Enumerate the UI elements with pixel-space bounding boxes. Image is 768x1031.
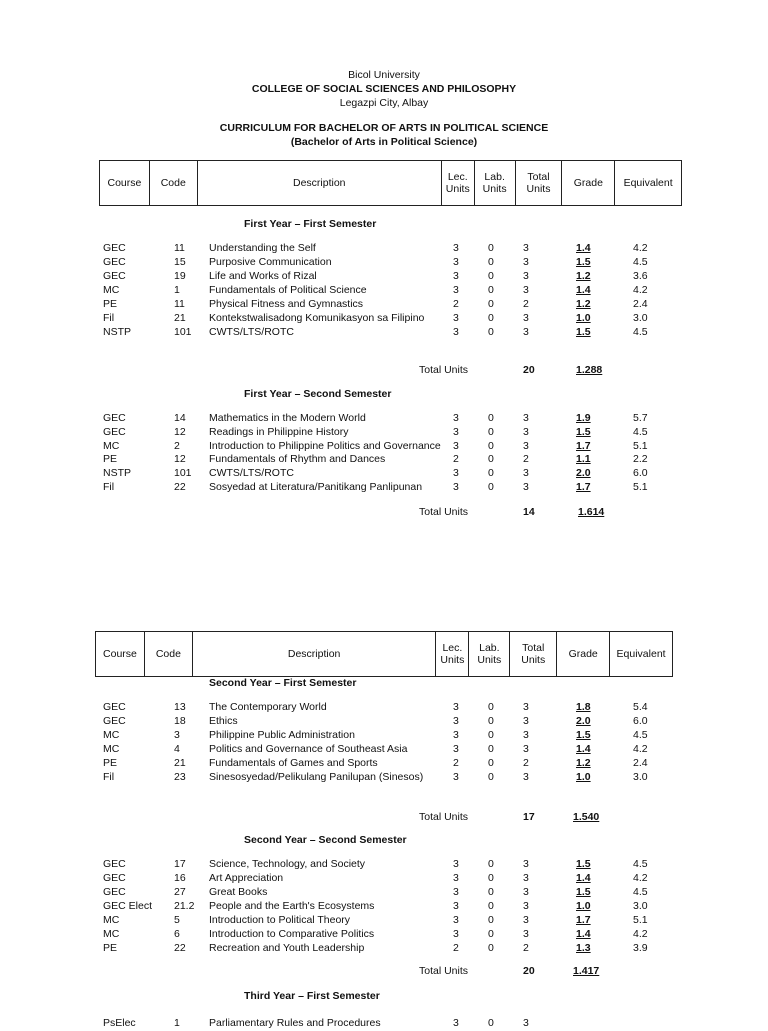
cell-lab-units: 0: [488, 914, 494, 926]
cell-total-units: 3: [523, 729, 529, 741]
cell-lec-units: 3: [453, 715, 459, 727]
cell-course: Fil: [103, 481, 115, 493]
cell-description: Physical Fitness and Gymnastics: [209, 298, 364, 310]
semester-total: [0, 811, 768, 825]
cell-lec-units: 3: [453, 886, 459, 898]
cell-total-units: 2: [523, 453, 529, 466]
cell-grade: 1.8: [576, 701, 591, 713]
cell-equivalent: 3.0: [633, 312, 648, 324]
cell-course: MC: [103, 284, 120, 296]
cell-description: Introduction to Philippine Politics and Governance: [209, 439, 441, 452]
cell-total-units: 3: [523, 743, 529, 755]
cell-total-units: 3: [523, 242, 529, 254]
cell-description: The Contemporary World: [209, 701, 327, 713]
cell-grade: 1.5: [576, 425, 591, 438]
total-label: Total Units: [419, 965, 469, 977]
cell-description: Fundamentals of Political Science: [209, 284, 367, 296]
table-row: [0, 771, 768, 785]
cell-code: 15: [174, 256, 186, 268]
cell-grade: 1.5: [576, 729, 591, 741]
cell-description: Great Books: [209, 886, 268, 898]
semester-title: First Year – First Semester: [244, 218, 377, 230]
cell-lec-units: 3: [453, 242, 459, 254]
cell-grade: 1.4: [576, 743, 591, 755]
cell-lab-units: 0: [488, 757, 494, 769]
semester-title: Third Year – First Semester: [244, 990, 380, 1002]
cell-course: GEC: [103, 715, 126, 727]
table-row: [0, 312, 768, 326]
cell-lab-units: 0: [488, 453, 494, 466]
cell-lab-units: 0: [488, 481, 494, 493]
total-units-value: 14: [523, 506, 535, 518]
cell-course: PsElec: [103, 1017, 136, 1029]
cell-lab-units: 0: [488, 412, 494, 424]
table-row: [0, 900, 768, 914]
cell-code: 19: [174, 270, 186, 282]
cell-lab-units: 0: [488, 439, 494, 452]
cell-description: Fundamentals of Games and Sports: [209, 757, 378, 769]
col-course: Course: [100, 161, 150, 205]
cell-grade: 1.7: [576, 914, 591, 926]
total-label: Total Units: [419, 506, 469, 518]
cell-description: Kontekstwalisadong Komunikasyon sa Filipino: [209, 312, 425, 324]
cell-grade: 1.5: [576, 858, 591, 870]
total-units-value: 17: [523, 811, 535, 823]
gwa-value: 1.288: [576, 364, 603, 376]
cell-code: 6: [174, 928, 180, 940]
cell-code: 12: [174, 453, 186, 466]
col-lab-units: Lab. Units: [469, 632, 510, 676]
cell-equivalent: 5.4: [633, 701, 648, 713]
cell-description: Life and Works of Rizal: [209, 270, 317, 282]
table-row: [0, 284, 768, 298]
cell-code: 22: [174, 942, 186, 954]
curriculum-subtitle: (Bachelor of Arts in Political Science): [290, 136, 478, 148]
cell-code: 11: [174, 242, 185, 254]
table-row: [0, 701, 768, 715]
table-row: [0, 412, 768, 426]
cell-code: 27: [174, 886, 186, 898]
cell-code: 17: [174, 858, 186, 870]
table-row: [0, 467, 768, 481]
table-row: [0, 298, 768, 312]
cell-equivalent: 4.5: [633, 886, 648, 898]
cell-equivalent: 3.9: [633, 942, 648, 954]
cell-total-units: 3: [523, 326, 529, 338]
cell-description: Science, Technology, and Society: [209, 858, 366, 870]
total-units-value: 20: [523, 965, 535, 977]
table-row: [0, 914, 768, 928]
table-row: [0, 1017, 768, 1031]
cell-course: GEC: [103, 256, 126, 268]
cell-description: Ethics: [209, 715, 238, 727]
cell-code: 21: [174, 757, 186, 769]
university-name: Bicol University: [348, 69, 420, 81]
col-description: Description: [198, 161, 442, 205]
table-row: [0, 256, 768, 270]
cell-total-units: 3: [523, 886, 529, 898]
cell-course: MC: [103, 928, 120, 940]
cell-description: Sosyedad at Literatura/Panitikang Panlipunan: [209, 481, 423, 493]
cell-course: GEC: [103, 872, 126, 884]
cell-equivalent: 5.7: [633, 412, 648, 424]
cell-lec-units: 3: [453, 326, 459, 338]
cell-grade: 1.2: [576, 757, 591, 769]
col-lec-units: Lec. Units: [436, 632, 469, 676]
cell-course: GEC: [103, 270, 126, 282]
cell-course: PE: [103, 298, 118, 310]
table-row: [0, 858, 768, 872]
cell-description: CWTS/LTS/ROTC: [209, 326, 294, 338]
cell-course: GEC: [103, 242, 126, 254]
cell-description: Art Appreciation: [209, 872, 284, 884]
cell-lec-units: 3: [453, 872, 459, 884]
cell-grade: 1.0: [576, 771, 591, 783]
table-header: [95, 631, 673, 677]
cell-lec-units: 3: [453, 425, 459, 438]
cell-lab-units: 0: [488, 270, 494, 282]
cell-lec-units: 2: [453, 757, 459, 769]
cell-equivalent: 2.4: [633, 298, 648, 310]
cell-grade: 1.4: [576, 928, 591, 940]
cell-lec-units: 3: [453, 481, 459, 493]
cell-total-units: 3: [523, 928, 529, 940]
table-row: [0, 270, 768, 284]
cell-total-units: 2: [523, 757, 529, 769]
cell-lab-units: 0: [488, 942, 494, 954]
cell-lab-units: 0: [488, 425, 494, 438]
table-row: [0, 942, 768, 956]
cell-course: PE: [103, 453, 118, 466]
cell-lab-units: 0: [488, 872, 494, 884]
cell-lec-units: 3: [453, 858, 459, 870]
cell-equivalent: 6.0: [633, 715, 648, 727]
cell-description: CWTS/LTS/ROTC: [209, 467, 294, 480]
cell-grade: 1.4: [576, 284, 591, 296]
cell-grade: 1.7: [576, 481, 591, 493]
cell-lab-units: 0: [488, 900, 494, 912]
cell-grade: 1.4: [576, 242, 591, 254]
cell-course: NSTP: [103, 326, 132, 338]
table-row: [0, 440, 768, 454]
total-units-value: 20: [523, 364, 535, 376]
cell-code: 23: [174, 771, 186, 783]
cell-grade: 1.4: [576, 872, 591, 884]
cell-equivalent: 5.1: [633, 439, 648, 452]
col-total-units: Total Units: [510, 632, 557, 676]
cell-description: Introduction to Political Theory: [209, 914, 351, 926]
cell-description: Readings in Philippine History: [209, 425, 349, 438]
total-label: Total Units: [419, 364, 469, 376]
cell-lab-units: 0: [488, 298, 494, 310]
col-total-units: Total Units: [516, 161, 563, 205]
table-row: [0, 453, 768, 467]
cell-grade: 1.5: [576, 326, 591, 338]
cell-course: PE: [103, 942, 118, 954]
cell-description: People and the Earth's Ecosystems: [209, 900, 375, 912]
table-row: [0, 326, 768, 340]
table-row: [0, 757, 768, 771]
gwa-value: 1.614: [578, 506, 605, 518]
cell-lab-units: 0: [488, 701, 494, 713]
cell-course: Fil: [103, 312, 115, 324]
cell-lab-units: 0: [488, 715, 494, 727]
cell-course: GEC: [103, 701, 126, 713]
semester-title: Second Year – First Semester: [209, 677, 357, 689]
table-header: [99, 160, 682, 206]
cell-grade: 1.3: [576, 942, 591, 954]
cell-equivalent: 4.2: [633, 743, 648, 755]
cell-course: MC: [103, 729, 120, 741]
cell-total-units: 3: [523, 701, 529, 713]
table-row: [0, 743, 768, 757]
cell-lec-units: 3: [453, 256, 459, 268]
table-row: [0, 426, 768, 440]
cell-equivalent: 4.5: [633, 326, 648, 338]
cell-equivalent: 4.5: [633, 858, 648, 870]
cell-course: GEC: [103, 886, 126, 898]
cell-equivalent: 3.6: [633, 270, 648, 282]
semester-title: First Year – Second Semester: [244, 388, 392, 400]
cell-total-units: 2: [523, 298, 529, 310]
location: Legazpi City, Albay: [339, 97, 429, 109]
cell-total-units: 3: [523, 270, 529, 282]
cell-course: Fil: [103, 771, 115, 783]
semester-total: [0, 965, 768, 979]
cell-total-units: 3: [523, 439, 529, 452]
cell-equivalent: 2.2: [633, 453, 648, 466]
cell-code: 11: [174, 298, 185, 310]
cell-equivalent: 5.1: [633, 481, 648, 493]
cell-lec-units: 3: [453, 270, 459, 282]
table-row: [0, 242, 768, 256]
total-label: Total Units: [419, 811, 469, 823]
cell-equivalent: 4.2: [633, 928, 648, 940]
col-lec-units: Lec. Units: [442, 161, 475, 205]
cell-total-units: 2: [523, 942, 529, 954]
cell-grade: 1.9: [576, 412, 591, 424]
cell-grade: 1.5: [576, 886, 591, 898]
cell-course: GEC: [103, 858, 126, 870]
cell-total-units: 3: [523, 858, 529, 870]
semester-title: Second Year – Second Semester: [244, 834, 407, 846]
col-lab-units: Lab. Units: [475, 161, 516, 205]
cell-grade: 1.7: [576, 439, 591, 452]
cell-lab-units: 0: [488, 326, 494, 338]
cell-equivalent: 4.2: [633, 284, 648, 296]
cell-lec-units: 3: [453, 312, 459, 324]
cell-lec-units: 3: [453, 914, 459, 926]
cell-description: Introduction to Comparative Politics: [209, 928, 375, 940]
cell-equivalent: 4.5: [633, 729, 648, 741]
col-code: Code: [145, 632, 193, 676]
cell-code: 1: [174, 284, 180, 296]
cell-code: 21.2: [174, 900, 195, 912]
cell-equivalent: 3.0: [633, 900, 648, 912]
cell-equivalent: 4.5: [633, 425, 648, 438]
cell-grade: 1.2: [576, 298, 591, 310]
cell-total-units: 3: [523, 900, 529, 912]
cell-lec-units: 3: [453, 701, 459, 713]
cell-description: Mathematics in the Modern World: [209, 412, 366, 424]
table-row: [0, 872, 768, 886]
cell-total-units: 3: [523, 481, 529, 493]
cell-total-units: 3: [523, 872, 529, 884]
cell-total-units: 3: [523, 256, 529, 268]
cell-grade: 2.0: [576, 715, 591, 727]
cell-lab-units: 0: [488, 771, 494, 783]
cell-code: 101: [174, 467, 192, 480]
cell-description: Purposive Communication: [209, 256, 332, 268]
cell-total-units: 3: [523, 914, 529, 926]
cell-code: 14: [174, 412, 186, 424]
cell-description: Sinesosyedad/Pelikulang Panilupan (Sinesos): [209, 771, 424, 783]
cell-code: 12: [174, 425, 186, 438]
cell-equivalent: 2.4: [633, 757, 648, 769]
cell-lec-units: 3: [453, 900, 459, 912]
cell-grade: 1.2: [576, 270, 591, 282]
cell-code: 1: [174, 1017, 180, 1029]
cell-lab-units: 0: [488, 312, 494, 324]
col-equivalent: Equivalent: [623, 177, 673, 189]
col-course: Course: [96, 632, 145, 676]
cell-lab-units: 0: [488, 467, 494, 480]
cell-code: 16: [174, 872, 186, 884]
table-row: [0, 928, 768, 942]
col-grade: Grade: [557, 632, 610, 676]
cell-course: MC: [103, 743, 120, 755]
cell-total-units: 3: [523, 284, 529, 296]
cell-lec-units: 3: [453, 284, 459, 296]
cell-grade: 1.1: [576, 453, 591, 466]
cell-lec-units: 3: [453, 743, 459, 755]
cell-description: Recreation and Youth Leadership: [209, 942, 365, 954]
cell-grade: 1.0: [576, 900, 591, 912]
cell-equivalent: 4.2: [633, 242, 648, 254]
cell-equivalent: 5.1: [633, 914, 648, 926]
cell-lec-units: 2: [453, 453, 459, 466]
cell-code: 18: [174, 715, 186, 727]
cell-lec-units: 3: [453, 928, 459, 940]
cell-code: 13: [174, 701, 186, 713]
cell-grade: 2.0: [576, 467, 591, 480]
cell-total-units: 3: [523, 412, 529, 424]
cell-lab-units: 0: [488, 284, 494, 296]
cell-lab-units: 0: [488, 256, 494, 268]
cell-description: Politics and Governance of Southeast Asia: [209, 743, 408, 755]
cell-code: 4: [174, 743, 180, 755]
college-name: COLLEGE OF SOCIAL SCIENCES AND PHILOSOPHY: [251, 83, 517, 95]
table-row: [0, 715, 768, 729]
table-row: [0, 729, 768, 743]
semester-total: [0, 364, 768, 378]
cell-lec-units: 3: [453, 467, 459, 480]
cell-lec-units: 3: [453, 1017, 459, 1029]
cell-code: 3: [174, 729, 180, 741]
cell-lec-units: 2: [453, 298, 459, 310]
cell-equivalent: 3.0: [633, 771, 648, 783]
cell-lab-units: 0: [488, 886, 494, 898]
col-code: Code: [150, 161, 198, 205]
cell-total-units: 3: [523, 771, 529, 783]
cell-lab-units: 0: [488, 1017, 494, 1029]
cell-total-units: 3: [523, 1017, 529, 1029]
semester-total: [0, 506, 768, 520]
table-row: [0, 481, 768, 495]
col-equivalent: Equivalent: [616, 648, 666, 660]
curriculum-title: CURRICULUM FOR BACHELOR OF ARTS IN POLITICAL SCIENCE: [219, 122, 549, 134]
cell-lec-units: 2: [453, 942, 459, 954]
cell-description: Parliamentary Rules and Procedures: [209, 1017, 381, 1029]
cell-description: Fundamentals of Rhythm and Dances: [209, 453, 386, 466]
col-grade: Grade: [562, 161, 615, 205]
cell-lab-units: 0: [488, 928, 494, 940]
cell-code: 2: [174, 439, 180, 452]
gwa-value: 1.540: [573, 811, 600, 823]
cell-code: 22: [174, 481, 186, 493]
cell-lec-units: 3: [453, 729, 459, 741]
cell-total-units: 3: [523, 312, 529, 324]
cell-lab-units: 0: [488, 858, 494, 870]
cell-grade: 1.0: [576, 312, 591, 324]
cell-code: 101: [174, 326, 192, 338]
cell-equivalent: 4.5: [633, 256, 648, 268]
cell-course: GEC: [103, 412, 126, 424]
cell-lab-units: 0: [488, 242, 494, 254]
cell-description: Philippine Public Administration: [209, 729, 355, 741]
cell-grade: 1.5: [576, 256, 591, 268]
cell-equivalent: 4.2: [633, 872, 648, 884]
cell-total-units: 3: [523, 715, 529, 727]
cell-course: GEC Elect: [103, 900, 153, 912]
cell-course: NSTP: [103, 467, 132, 480]
cell-lec-units: 3: [453, 439, 459, 452]
cell-total-units: 3: [523, 425, 529, 438]
cell-lab-units: 0: [488, 729, 494, 741]
table-row: [0, 886, 768, 900]
cell-equivalent: 6.0: [633, 467, 648, 480]
col-description: Description: [193, 632, 437, 676]
cell-total-units: 3: [523, 467, 529, 480]
cell-lec-units: 3: [453, 412, 459, 424]
cell-course: MC: [103, 914, 120, 926]
cell-lec-units: 3: [453, 771, 459, 783]
cell-course: MC: [103, 439, 120, 452]
cell-code: 21: [174, 312, 186, 324]
cell-description: Understanding the Self: [209, 242, 316, 254]
gwa-value: 1.417: [573, 965, 600, 977]
cell-lab-units: 0: [488, 743, 494, 755]
cell-code: 5: [174, 914, 180, 926]
cell-course: GEC: [103, 425, 126, 438]
cell-course: PE: [103, 757, 118, 769]
